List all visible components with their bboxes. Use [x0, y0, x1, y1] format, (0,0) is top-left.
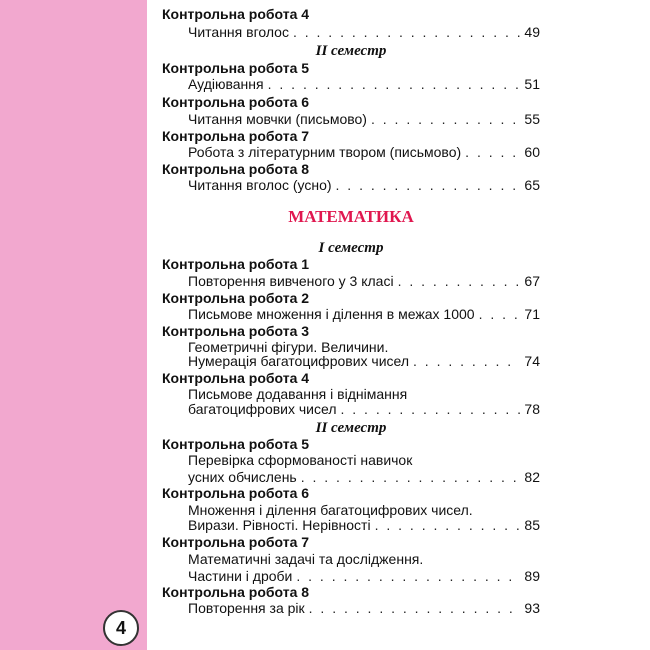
- subject-title: МАТЕМАТИКА: [288, 207, 414, 226]
- page-number: 4: [103, 610, 139, 646]
- test-title: Контрольна робота 1: [162, 256, 310, 272]
- entry-text-line: Математичні задачі та дослідження.: [188, 551, 424, 567]
- entry-text: Повторення за рік: [188, 600, 305, 616]
- toc-entry[interactable]: [188, 176, 540, 194]
- entry-text: Читання вголос (усно): [188, 177, 332, 193]
- test-title: Контрольна робота 4: [162, 370, 310, 386]
- entry-page: 78: [524, 401, 540, 417]
- test-title: Контрольна робота 7: [162, 534, 310, 550]
- test-title: Контрольна робота 7: [162, 128, 310, 144]
- semester-heading: II семестр: [315, 43, 387, 59]
- entry-page: 51: [524, 76, 540, 92]
- entry-page: 89: [524, 568, 540, 584]
- semester-heading: II семестр: [315, 420, 387, 436]
- entry-page: 65: [524, 177, 540, 193]
- entry-text: Вирази. Рівності. Нерівності: [188, 517, 371, 533]
- dot-leader: [371, 110, 520, 128]
- dot-leader: [398, 272, 521, 290]
- side-color-strip: [0, 0, 147, 650]
- test-title: Контрольна робота 5: [162, 60, 310, 76]
- toc-entry[interactable]: [188, 599, 540, 617]
- entry-text-line: Геометричні фігури. Величини.: [188, 339, 389, 355]
- entry-text: Робота з літературним твором (письмово): [188, 144, 462, 160]
- test-title: Контрольна робота 6: [162, 94, 310, 110]
- entry-text: Частини і дроби: [188, 568, 293, 584]
- entry-text: Нумерація багатоцифрових чисел: [188, 353, 410, 369]
- entry-text: Повторення вивченого у 3 класі: [188, 273, 394, 289]
- entry-page: 49: [524, 24, 540, 40]
- test-title: Контрольна робота 3: [162, 323, 310, 339]
- entry-text: Письмове множення і ділення в межах 1000: [188, 306, 475, 322]
- test-title: Контрольна робота 4: [162, 6, 310, 22]
- entry-text: Читання мовчки (письмово): [188, 111, 367, 127]
- dot-leader: [465, 143, 520, 161]
- toc-entry[interactable]: [188, 272, 540, 290]
- entry-text: багатоцифрових чисел: [188, 401, 337, 417]
- entry-page: 67: [524, 273, 540, 289]
- dot-leader: [293, 23, 520, 41]
- entry-page: 93: [524, 600, 540, 616]
- entry-text-line: Перевірка сформованості навичок: [188, 452, 413, 468]
- test-title: Контрольна робота 5: [162, 436, 310, 452]
- entry-text: Читання вголос: [188, 24, 289, 40]
- semester-heading: I семестр: [318, 240, 384, 256]
- dot-leader: [309, 599, 521, 617]
- test-title: Контрольна робота 2: [162, 290, 310, 306]
- toc-entry[interactable]: [188, 516, 540, 534]
- test-title: Контрольна робота 8: [162, 584, 310, 600]
- toc-entry[interactable]: [188, 400, 540, 418]
- entry-text-line: Письмове додавання і віднімання: [188, 386, 408, 402]
- toc-entry[interactable]: [188, 352, 540, 370]
- toc-entry[interactable]: [188, 75, 540, 93]
- dot-leader: [375, 516, 521, 534]
- dot-leader: [336, 176, 521, 194]
- entry-page: 71: [524, 306, 540, 322]
- toc-entry[interactable]: [188, 305, 540, 323]
- dot-leader: [413, 352, 520, 370]
- dot-leader: [268, 75, 521, 93]
- entry-text: Аудіювання: [188, 76, 264, 92]
- dot-leader: [479, 305, 521, 323]
- entry-text: усних обчислень: [188, 469, 297, 485]
- toc-entry[interactable]: [188, 23, 540, 41]
- entry-page: 74: [524, 353, 540, 369]
- entry-page: 55: [524, 111, 540, 127]
- dot-leader: [340, 400, 520, 418]
- entry-page: 60: [524, 144, 540, 160]
- test-title: Контрольна робота 8: [162, 161, 310, 177]
- test-title: Контрольна робота 6: [162, 485, 310, 501]
- entry-page: 82: [524, 469, 540, 485]
- entry-page: 85: [524, 517, 540, 533]
- entry-text-line: Множення і ділення багатоцифрових чисел.: [188, 502, 473, 518]
- toc-entry[interactable]: [188, 143, 540, 161]
- toc-entry[interactable]: [188, 110, 540, 128]
